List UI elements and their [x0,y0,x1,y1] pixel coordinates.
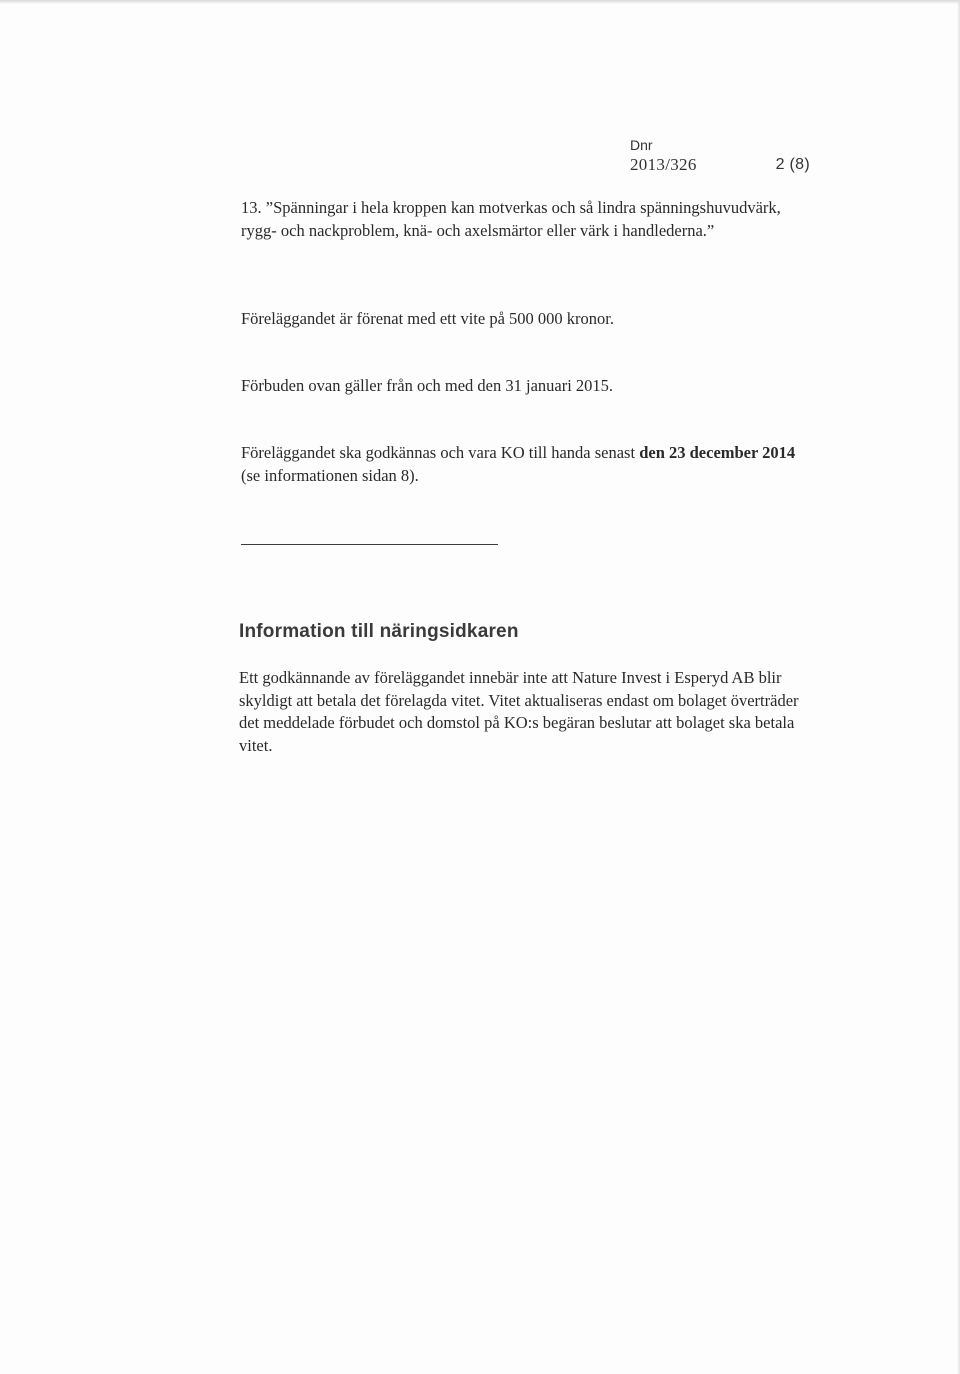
penalty-paragraph: Föreläggandet är förenat med ett vite på 500 000 kronor. [241,309,614,328]
approval-deadline-date: den 23 december 2014 [639,443,796,462]
section-body: Ett godkännande av föreläggandet innebär inte att Nature Invest i Esperyd AB blir skyldigt att betala det förelagda vitet. Vitet aktualiseras endast om bolaget överträder det meddelade förbudet och domstol på KO:s begäran beslutar att bolaget ska betala vitet. [239,668,799,755]
approval-text-start: Föreläggandet ska godkännas och vara KO till handa senast [241,443,640,462]
section-heading: Information till näringsidkaren [239,621,519,642]
header-row [630,155,820,175]
page-indicator: 2 (8) [775,156,810,173]
quoted-claim-13: 13. ”Spänningar i hela kroppen kan motverkas och så lindra spänningshuvudvärk, rygg- och nackproblem, knä- och axelsmärtor eller värk i handlederna.” [241,198,781,240]
approval-text-end: (se informationen sidan 8). [241,465,419,485]
dnr-number: 2013/326 [630,155,697,174]
scan-edge-top [0,0,960,4]
dnr-label: Dnr [630,137,653,153]
effective-date-paragraph: Förbuden ovan gäller från och med den 31 januari 2015. [241,376,614,395]
section-divider [241,544,498,545]
approval-deadline-paragraph [241,442,801,487]
document-header [630,137,820,175]
